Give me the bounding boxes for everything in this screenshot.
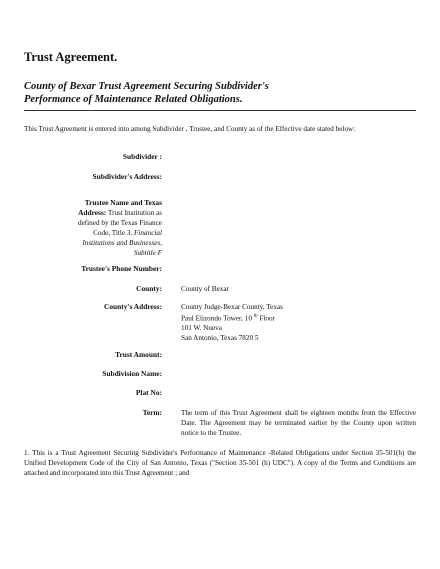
subdivider-label: Subdivider : <box>122 152 162 161</box>
trustee-name-label: Trustee Name and Texas <box>84 198 162 207</box>
document-title: Trust Agreement. <box>24 50 118 64</box>
trustee-desc-italic-3: Subtitle F <box>133 249 162 257</box>
county-address-label: County's Address: <box>104 302 162 311</box>
trustee-desc-1: Trust Institution as <box>107 209 162 217</box>
county-address-sup: th <box>253 314 258 319</box>
intro-paragraph: This Trust Agreement is entered into among Subdivider , Trustee, and County as of the Effective date stated below: <box>24 125 356 133</box>
subdivision-name-label: Subdivision Name: <box>102 369 162 378</box>
county-address-line-4: San Antonio, Texas 7820 5 <box>181 334 259 343</box>
county-value: County of Bexar <box>181 285 229 293</box>
trustee-phone-label: Trustee's Phone Number: <box>81 264 162 273</box>
trustee-address-label: Address: <box>78 208 107 217</box>
plat-no-label: Plat No: <box>135 388 162 397</box>
county-address-line-2a: Paul Elizondo Tower, 10 <box>181 314 252 323</box>
term-label: Term: <box>142 408 162 417</box>
county-address-line-1: County Judge-Bexar County, Texas <box>181 303 283 311</box>
document-heading <box>24 80 416 106</box>
paragraph-1: 1. This is a Trust Agreement Securing Subdivider's Performance of Maintenance -Related Obligations under Section 35-501(h) the Unified Development Code of the City of San Antonio, Texas ("Section 35-501 (h) UDC"). A copy of the Terms and Conditions are attached and incorporated into this Trust Agreement ; and <box>24 449 416 477</box>
heading-line-2: Performance of Maintenance Related Obligations. <box>24 94 243 105</box>
county-address-value <box>181 302 416 343</box>
trust-amount-label: Trust Amount: <box>115 350 162 359</box>
trustee-desc-3: Code, Title 3. <box>93 229 133 237</box>
county-address-line-2b: Floor <box>259 314 276 323</box>
trustee-desc-2: defined by the Texas Finance <box>78 219 162 227</box>
trustee-desc-italic-2: Institutions and Businesses, <box>82 239 162 247</box>
trustee-desc-italic-1: Financial <box>134 229 162 237</box>
subdivider-address-label: Subdivider's Address: <box>92 172 162 181</box>
county-address-line-3: 101 W. Nueva <box>181 324 222 333</box>
county-label: County: <box>136 284 162 293</box>
trustee-name-label-block <box>22 198 162 258</box>
term-text: The term of this Trust Agreement shall be eighteen months from the Effective Date. The Agreement may be terminated earlier by the County upon written notice to the Trustee. <box>181 409 416 437</box>
heading-divider <box>24 110 416 111</box>
heading-line-1: County of Bexar Trust Agreement Securing Subdivider's <box>24 81 269 92</box>
